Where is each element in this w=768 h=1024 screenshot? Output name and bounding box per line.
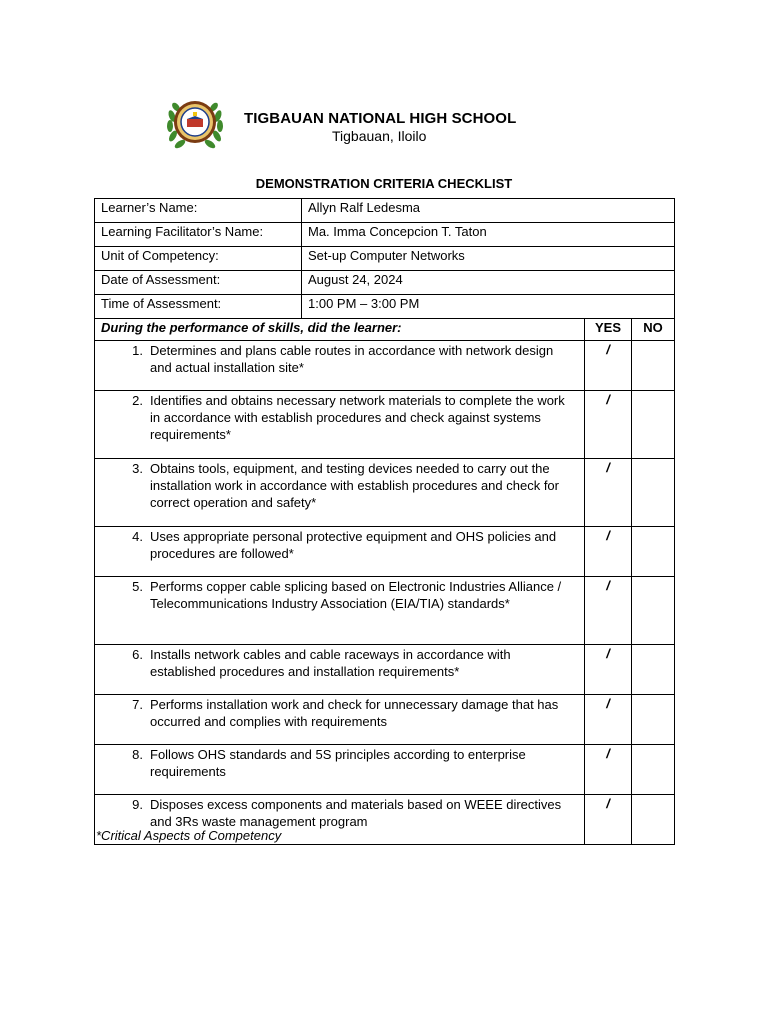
criteria-number: 1. <box>132 343 143 358</box>
criteria-row <box>95 341 675 391</box>
criteria-item <box>95 796 574 830</box>
document-title: DEMONSTRATION CRITERIA CHECKLIST <box>255 176 513 191</box>
info-label: Learning Facilitator’s Name: <box>95 223 302 247</box>
info-value: Ma. Imma Concepcion T. Taton <box>302 223 675 247</box>
criteria-text: Obtains tools, equipment, and testing devices needed to carry out the installation work in accordance with establish procedures and check for correct operation and safety* <box>150 461 559 510</box>
criteria-text: Uses appropriate personal protective equipment and OHS policies and procedures are followed* <box>150 529 557 561</box>
yes-mark-cell[interactable]: / <box>585 459 632 527</box>
criteria-item <box>95 578 574 612</box>
criteria-item <box>95 646 574 680</box>
criteria-text: Follows OHS standards and 5S principles according to enterprise requirements <box>150 747 526 779</box>
info-label: Unit of Competency: <box>95 247 302 271</box>
criteria-item <box>95 460 574 511</box>
yes-mark-cell[interactable]: / <box>585 645 632 695</box>
criteria-text-cell <box>95 577 585 645</box>
school-seal-icon <box>164 92 226 154</box>
yes-mark-cell[interactable]: / <box>585 745 632 795</box>
criteria-text: Performs copper cable splicing based on Electronic Industries Alliance / Telecommunications Industry Association (EIA/TIA) standards* <box>150 579 562 611</box>
info-value: August 24, 2024 <box>302 271 675 295</box>
criteria-question: During the performance of skills, did the learner: <box>95 319 585 341</box>
criteria-number: 5. <box>132 579 143 594</box>
no-mark-cell[interactable] <box>632 745 675 795</box>
criteria-text-cell <box>95 745 585 795</box>
criteria-row <box>95 645 675 695</box>
no-mark-cell[interactable] <box>632 577 675 645</box>
yes-mark-cell[interactable]: / <box>585 341 632 391</box>
criteria-text: Identifies and obtains necessary network materials to complete the work in accordance with establish procedures and check against systems requirements* <box>150 393 565 442</box>
no-mark-cell[interactable] <box>632 459 675 527</box>
criteria-number: 8. <box>132 747 143 762</box>
yes-mark-cell[interactable]: / <box>585 391 632 459</box>
criteria-row <box>95 527 675 577</box>
no-mark-cell[interactable] <box>632 695 675 745</box>
info-label: Time of Assessment: <box>95 295 302 319</box>
no-mark-cell[interactable] <box>632 645 675 695</box>
yes-mark-cell[interactable]: / <box>585 695 632 745</box>
criteria-item <box>95 696 574 730</box>
criteria-text: Performs installation work and check for unnecessary damage that has occurred and complies with requirements <box>150 697 559 729</box>
info-row <box>95 295 675 319</box>
info-row <box>95 247 675 271</box>
no-mark-cell[interactable] <box>632 527 675 577</box>
criteria-number: 6. <box>132 647 143 662</box>
info-row <box>95 223 675 247</box>
document-header <box>0 88 768 158</box>
criteria-number: 9. <box>132 797 143 812</box>
criteria-number: 4. <box>132 529 143 544</box>
criteria-number: 3. <box>132 461 143 476</box>
criteria-row <box>95 577 675 645</box>
criteria-text-cell <box>95 645 585 695</box>
criteria-row <box>95 745 675 795</box>
criteria-row <box>95 459 675 527</box>
criteria-number: 7. <box>132 697 143 712</box>
criteria-text: Installs network cables and cable raceways in accordance with established procedures and installation requirements* <box>150 647 511 679</box>
info-value: Set-up Computer Networks <box>302 247 675 271</box>
criteria-text-cell <box>95 527 585 577</box>
info-label: Learner’s Name: <box>95 199 302 223</box>
criteria-number: 2. <box>132 393 143 408</box>
criteria-text: Determines and plans cable routes in accordance with network design and actual installation site* <box>150 343 554 375</box>
criteria-checklist-table <box>94 198 675 845</box>
criteria-text-cell <box>95 341 585 391</box>
criteria-item <box>95 392 574 443</box>
criteria-header-row <box>95 319 675 341</box>
yes-mark-cell[interactable]: / <box>585 577 632 645</box>
school-location: Tigbauan, Iloilo <box>332 128 427 144</box>
yes-column-header: YES <box>585 319 632 341</box>
criteria-item <box>95 528 574 562</box>
school-name: TIGBAUAN NATIONAL HIGH SCHOOL <box>244 110 517 127</box>
info-label: Date of Assessment: <box>95 271 302 295</box>
footnote: *Critical Aspects of Competency <box>96 828 282 843</box>
criteria-item <box>95 746 574 780</box>
no-mark-cell[interactable] <box>632 391 675 459</box>
criteria-row <box>95 391 675 459</box>
criteria-text-cell <box>95 695 585 745</box>
criteria-text-cell <box>95 459 585 527</box>
criteria-text: Disposes excess components and materials based on WEEE directives and 3Rs waste management program <box>150 797 562 829</box>
info-row <box>95 199 675 223</box>
info-value: Allyn Ralf Ledesma <box>302 199 675 223</box>
info-value: 1:00 PM – 3:00 PM <box>302 295 675 319</box>
yes-mark-cell[interactable]: / <box>585 527 632 577</box>
no-mark-cell[interactable] <box>632 341 675 391</box>
no-column-header: NO <box>632 319 675 341</box>
info-row <box>95 271 675 295</box>
yes-mark-cell[interactable]: / <box>585 795 632 845</box>
no-mark-cell[interactable] <box>632 795 675 845</box>
criteria-text-cell <box>95 391 585 459</box>
criteria-item <box>95 342 574 376</box>
criteria-row <box>95 695 675 745</box>
